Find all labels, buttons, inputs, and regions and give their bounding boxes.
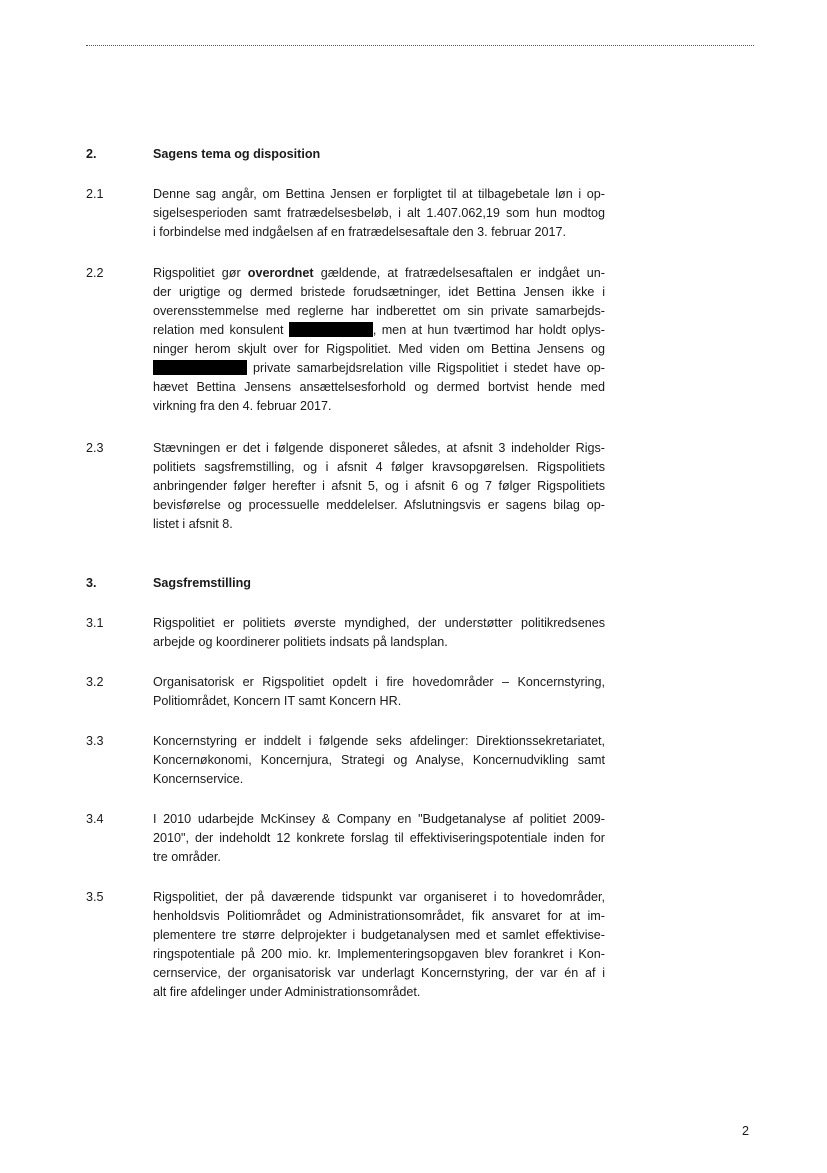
paragraph-number: 2.1 xyxy=(86,187,104,201)
paragraph-number: 3.2 xyxy=(86,675,104,689)
redaction-block xyxy=(289,322,373,337)
text-line: Denne sag angår, om Bettina Jensen er forpligtet til at tilbagebetale løn i op- xyxy=(153,187,605,201)
paragraph-body xyxy=(153,810,605,867)
paragraph-body xyxy=(153,673,605,711)
paragraph-number: 3.4 xyxy=(86,812,104,826)
paragraph-body xyxy=(153,732,605,789)
text-line: Koncernservice. xyxy=(153,772,244,786)
text-line xyxy=(153,359,605,378)
text-span: private samarbejdsrelation ville Rigspolitiet i stedet have op- xyxy=(247,361,605,375)
text-line: hævet Bettina Jensens ansættelsesforhold og dermed bortvist hende med xyxy=(153,380,605,394)
text-line: politiets sagsfremstilling, og i afsnit 4 følger kravsopgørelsen. Rigspolitiets xyxy=(153,460,605,474)
paragraph-number: 3.5 xyxy=(86,890,104,904)
text-line xyxy=(153,321,605,340)
text-line: alt fire afdelinger under Administrationsområdet. xyxy=(153,985,421,999)
text-line: sigelsesperioden samt fratrædelsesbeløb, i alt 1.407.062,19 som hun modtog xyxy=(153,206,605,220)
text-line: 2010", der indeholdt 12 konkrete forslag til effektiviseringspotentiale inden for xyxy=(153,831,605,845)
page-number: 2 xyxy=(742,1124,750,1138)
redaction-block xyxy=(153,360,247,375)
text-line: virkning fra den 4. februar 2017. xyxy=(153,399,332,413)
text-line: I 2010 udarbejde McKinsey & Company en "Budgetanalyse af politiet 2009- xyxy=(153,812,605,826)
text-line: anbringender følger herefter i afsnit 5, og i afsnit 6 og 7 følger Rigspolitiets xyxy=(153,479,605,493)
text-line: Politiområdet, Koncern IT samt Koncern HR. xyxy=(153,694,402,708)
text-line: Koncernøkonomi, Koncernjura, Strategi og Analyse, Koncernudvikling samt xyxy=(153,753,605,767)
section-title: Sagsfremstilling xyxy=(153,576,251,590)
text-line: cernservice, der organisatorisk var underlagt Koncernstyring, der var én af i xyxy=(153,966,605,980)
section-title: Sagens tema og disposition xyxy=(153,147,321,161)
paragraph-body xyxy=(153,264,605,416)
paragraph-number: 2.2 xyxy=(86,266,104,280)
section-number: 2. xyxy=(86,147,97,161)
text-line: bevisførelse og processuelle meddelelser. Afslutningsvis er sagens bilag op- xyxy=(153,498,605,512)
text-line: plementere tre større delprojekter i budgetanalysen med et samlet effektivise- xyxy=(153,928,605,942)
paragraph-body xyxy=(153,614,605,652)
text-line: tre områder. xyxy=(153,850,221,864)
header-dotted-rule xyxy=(86,45,754,46)
text-line: listet i afsnit 8. xyxy=(153,517,233,531)
paragraph-number: 3.1 xyxy=(86,616,104,630)
text-span: , men at hun tværtimod har holdt oplys- xyxy=(372,323,606,337)
text-line: Rigspolitiet er politiets øverste myndighed, der understøtter politikredsenes xyxy=(153,616,605,630)
text-line: Rigspolitiet, der på daværende tidspunkt var organiseret i to hovedområder, xyxy=(153,890,605,904)
text-line: der urigtige og dermed bristede forudsætninger, idet Bettina Jensen ikke i xyxy=(153,285,605,299)
text-line: ninger herom skjult over for Rigspolitiet. Med viden om Bettina Jensens og xyxy=(153,342,605,356)
paragraph-body xyxy=(153,439,605,534)
text-span: gældende, at fratrædelsesaftalen er indgået un- xyxy=(313,266,605,280)
text-span: relation med konsulent xyxy=(153,323,289,337)
text-line: arbejde og koordinerer politiets indsats på landsplan. xyxy=(153,635,448,649)
section-number: 3. xyxy=(86,576,97,590)
text-line: Organisatorisk er Rigspolitiet opdelt i fire hovedområder – Koncernstyring, xyxy=(153,675,605,689)
paragraph-number: 2.3 xyxy=(86,441,104,455)
text-line: overensstemmelse med reglerne har indberettet om sin private samarbejds- xyxy=(153,304,605,318)
text-line: i forbindelse med indgåelsen af en fratrædelsesaftale den 3. februar 2017. xyxy=(153,225,567,239)
paragraph-body xyxy=(153,888,605,1002)
paragraph-number: 3.3 xyxy=(86,734,104,748)
text-line: ringspotentiale på 200 mio. kr. Implementeringsopgaven blev forankret i Kon- xyxy=(153,947,605,961)
paragraph-body xyxy=(153,185,605,242)
emphasis-text: overordnet xyxy=(247,266,314,280)
text-line xyxy=(153,264,605,283)
text-line: henholdsvis Politiområdet og Administrationsområdet, fik ansvaret for at im- xyxy=(153,909,605,923)
text-line: Koncernstyring er inddelt i følgende seks afdelinger: Direktionssekretariatet, xyxy=(153,734,605,748)
text-span: Rigspolitiet gør xyxy=(153,266,248,280)
text-line: Stævningen er det i følgende disponeret således, at afsnit 3 indeholder Rigs- xyxy=(153,441,605,455)
